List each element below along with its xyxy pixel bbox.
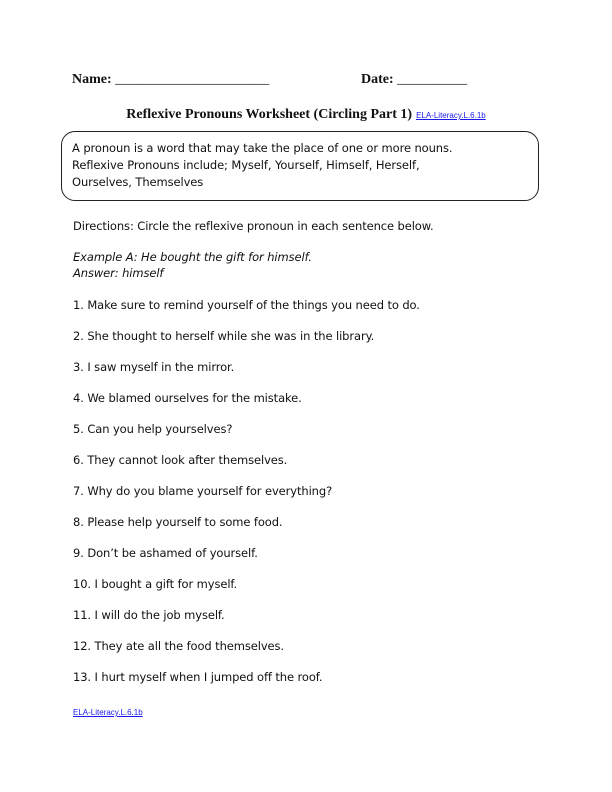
sentence-item: 6. They cannot look after themselves.: [73, 453, 288, 467]
name-label: Name:: [72, 72, 112, 87]
sentence-item: 7. Why do you blame yourself for everything?: [73, 484, 333, 498]
sentence-item: 11. I will do the job myself.: [73, 608, 225, 622]
sentence-list: [73, 297, 420, 700]
definition-line-3: Ourselves, Themselves: [72, 175, 204, 189]
sentence-item: 10. I bought a gift for myself.: [73, 577, 238, 591]
title-row: [0, 103, 612, 123]
sentence-item: 2. She thought to herself while she was in the library.: [73, 329, 375, 343]
footer-standard-link[interactable]: ELA-Literacy.L.6.1b: [73, 708, 143, 717]
directions: Directions: Circle the reflexive pronoun in each sentence below.: [73, 219, 434, 233]
sentence-item: 1. Make sure to remind yourself of the things you need to do.: [73, 298, 420, 312]
name-field: [72, 72, 269, 88]
definition-line-1: A pronoun is a word that may take the place of one or more nouns.: [72, 141, 453, 155]
sentence-item: 3. I saw myself in the mirror.: [73, 360, 235, 374]
sentence-item: 4. We blamed ourselves for the mistake.: [73, 391, 302, 405]
example-answer: Answer: himself: [73, 266, 164, 280]
sentence-item: 13. I hurt myself when I jumped off the roof.: [73, 670, 323, 684]
definition-line-2: Reflexive Pronouns include; Myself, Yourself, Himself, Herself,: [72, 158, 420, 172]
standard-link[interactable]: ELA-Literacy.L.6.1b: [416, 111, 486, 120]
example-sentence: Example A: He bought the gift for himself.: [73, 250, 312, 264]
worksheet-title: Reflexive Pronouns Worksheet (Circling Part 1): [126, 107, 413, 122]
date-label: Date:: [361, 72, 394, 87]
sentence-item: 8. Please help yourself to some food.: [73, 515, 283, 529]
name-blank-line: ______________________: [115, 72, 270, 87]
date-field: [361, 72, 467, 88]
sentence-item: 5. Can you help yourselves?: [73, 422, 233, 436]
date-blank-line: __________: [397, 72, 468, 87]
definition-box: [61, 131, 539, 201]
sentence-item: 9. Don’t be ashamed of yourself.: [73, 546, 258, 560]
sentence-item: 12. They ate all the food themselves.: [73, 639, 284, 653]
